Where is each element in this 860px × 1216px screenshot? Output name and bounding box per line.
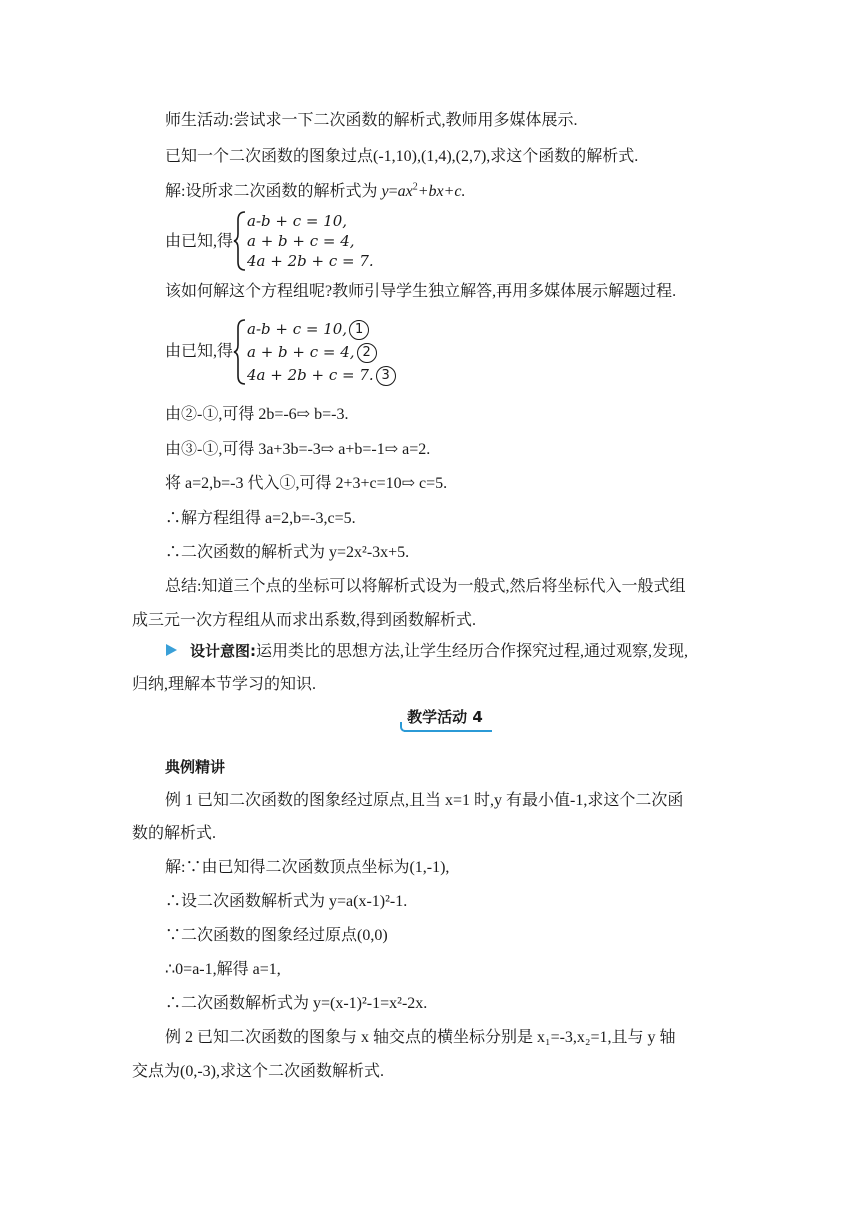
formula-ax: ax — [397, 183, 413, 200]
paragraph-problem: 已知一个二次函数的图象过点(-1,10),(1,4),(2,7),求这个函数的解析式. — [165, 148, 639, 165]
design-intent-label: 设计意图: — [190, 642, 256, 660]
paragraph-how-to-solve: 该如何解这个方程组呢?教师引导学生独立解答,再用多媒体展示解题过程. — [165, 283, 677, 300]
section-banner — [400, 706, 490, 730]
design-intent-line-2: 归纳,理解本节学习的知识. — [132, 676, 317, 693]
system-2-row-1 — [247, 318, 369, 340]
circled-three-icon: 3 — [376, 366, 396, 386]
design-intent-text: 运用类比的思想方法,让学生经历合作探究过程,通过观察,发现, — [256, 643, 689, 660]
example-1-solution-2: ∴设二次函数解析式为 y=a(x-1)²-1. — [165, 893, 408, 910]
step-eq2-minus-eq1: 由②-①,可得 2b=-6⇨ b=-3. — [165, 406, 349, 423]
example-1-line-1: 例 1 已知二次函数的图象经过原点,且当 x=1 时,y 有最小值-1,求这个二次函 — [165, 792, 684, 809]
circled-two-icon: 2 — [357, 343, 377, 363]
system-2-row-3 — [247, 364, 396, 386]
example-2-line-2: 交点为(0,-3),求这个二次函数解析式. — [132, 1063, 384, 1080]
design-intent — [190, 640, 688, 663]
triangle-right-icon — [166, 644, 177, 656]
system-2-label: 由已知,得 — [165, 343, 234, 360]
formula-sup: 2 — [412, 181, 418, 193]
summary-line-2: 成三元一次方程组从而求出系数,得到函数解析式. — [132, 612, 477, 629]
brace-icon — [233, 210, 247, 272]
paragraph-teacher-activity: 师生活动:尝试求一下二次函数的解析式,教师用多媒体展示. — [165, 112, 578, 129]
equation-system-1 — [165, 210, 465, 272]
system-1-eq-2: a + b + c = 4, — [247, 232, 355, 250]
system-2-eq-1: a-b + c = 10, — [247, 320, 348, 338]
system-1-eq-3: 4a + 2b + c = 7. — [247, 252, 374, 270]
example-2-line-1: 例 2 已知二次函数的图象与 x 轴交点的横坐标分别是 x₁=-3,x₂=1,且与 y 轴 — [165, 1029, 676, 1046]
system-1-eq-1: a-b + c = 10, — [247, 212, 348, 230]
formula-eq: = — [388, 183, 398, 200]
example-1-solution-4: ∴0=a-1,解得 a=1, — [165, 961, 281, 978]
system-2-eq-2: a + b + c = 4, — [247, 343, 355, 361]
formula-rest: +bx+c. — [417, 183, 466, 200]
equation-system-2 — [165, 318, 505, 386]
system-1-label: 由已知,得 — [165, 233, 234, 250]
section-heading: 典例精讲 — [165, 758, 226, 776]
formula-y: y — [381, 183, 389, 200]
example-1-line-2: 数的解析式. — [132, 825, 217, 842]
step-substitute: 将 a=2,b=-3 代入①,可得 2+3+c=10⇨ c=5. — [165, 475, 448, 492]
step-final-function: ∴二次函数的解析式为 y=2x²-3x+5. — [165, 544, 410, 561]
example-1-solution-3: ∵二次函数的图象经过原点(0,0) — [165, 927, 388, 944]
example-1-solution-5: ∴二次函数解析式为 y=(x-1)²-1=x²-2x. — [165, 995, 428, 1012]
system-2-row-2 — [247, 341, 377, 363]
system-2-eq-3: 4a + 2b + c = 7. — [247, 366, 374, 384]
example-1-solution-1: 解:∵由已知得二次函数顶点坐标为(1,-1), — [165, 859, 450, 876]
banner-underline — [404, 730, 492, 732]
step-eq3-minus-eq1: 由③-①,可得 3a+3b=-3⇨ a+b=-1⇨ a=2. — [165, 441, 431, 458]
solution-setup-text: 解:设所求二次函数的解析式为 — [165, 183, 382, 200]
brace-icon — [233, 318, 247, 386]
section-banner-title: 教学活动 4 — [407, 708, 483, 726]
circled-one-icon: 1 — [349, 320, 369, 340]
step-solution-values: ∴解方程组得 a=2,b=-3,c=5. — [165, 510, 356, 527]
paragraph-solution-setup — [165, 181, 466, 203]
summary-line-1: 总结:知道三个点的坐标可以将解析式设为一般式,然后将坐标代入一般式组 — [165, 578, 686, 595]
